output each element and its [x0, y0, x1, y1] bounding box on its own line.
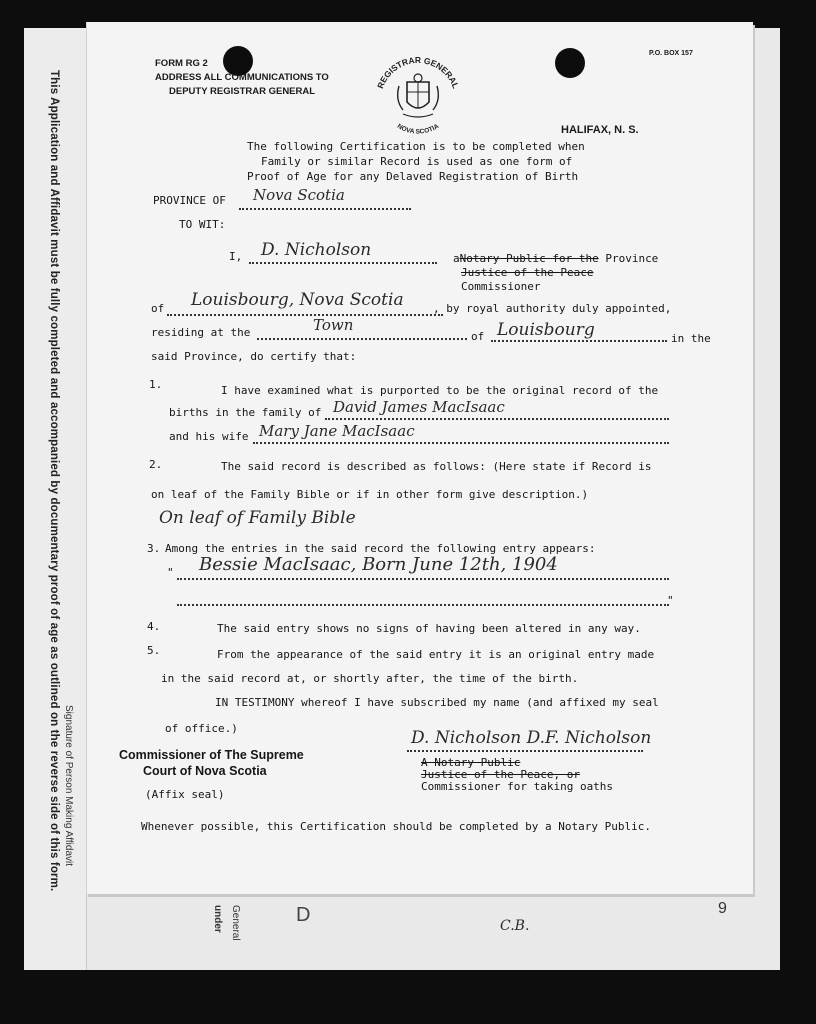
- item-2-text-2: on leaf of the Family Bible or if in other form give description.): [151, 488, 589, 501]
- residing-value: Town: [313, 316, 354, 334]
- back-sheet-cb-text: C.B.: [500, 918, 530, 934]
- signature-title-3: Commissioner for taking oaths: [421, 780, 614, 793]
- svg-text:NOVA SCOTIA: NOVA SCOTIA: [395, 122, 441, 136]
- family-label: births in the family of: [169, 406, 322, 419]
- item-1-number: 1.: [149, 378, 163, 391]
- signature-title-2: Justice of the Peace, or: [421, 768, 580, 781]
- entry-field-line-2: [177, 604, 669, 606]
- svg-text:REGISTRAR GENERAL: REGISTRAR GENERAL: [375, 56, 461, 90]
- address-line-2: DEPUTY REGISTRAR GENERAL: [169, 86, 316, 97]
- signature-title-1: A Notary Public: [421, 756, 521, 769]
- address-line-1: ADDRESS ALL COMMUNICATIONS TO: [155, 72, 329, 83]
- of2-field-line: [491, 340, 667, 342]
- intro-line-2: Family or similar Record is used as one form of: [261, 155, 573, 168]
- item-5-text: From the appearance of the said entry it is an original entry made: [217, 648, 655, 661]
- province-field-line: [239, 208, 411, 210]
- testimony-line-2: of office.): [165, 722, 238, 735]
- item-5-text-2: in the said record at, or shortly after, the time of the birth.: [161, 672, 579, 685]
- province-value: Nova Scotia: [253, 186, 345, 204]
- margin-signature-label: Signature of Person Making Affidavit: [63, 705, 74, 867]
- province-label: PROVINCE OF: [153, 194, 226, 207]
- entry-close-quote: ": [667, 594, 674, 607]
- wife-label: and his wife: [169, 430, 249, 443]
- punch-hole: [555, 48, 585, 78]
- of-field-line: [167, 314, 443, 316]
- declarant-role-line-1: aNotary Public for the Province: [453, 252, 659, 265]
- wife-field-line: [253, 442, 669, 444]
- declarant-role-line-2: Justice of the Peace: [461, 266, 594, 279]
- family-value: David James MacIsaac: [333, 398, 505, 416]
- intro-line-1: The following Certification is to be completed when: [247, 140, 585, 153]
- item-5-number: 5.: [147, 644, 161, 657]
- po-box: P.O. BOX 157: [649, 50, 693, 57]
- item-3-text: Among the entries in the said record the following entry appears:: [165, 542, 596, 555]
- of2-value: Louisbourg: [497, 320, 595, 340]
- back-sheet-general-text: General: [230, 905, 241, 941]
- item-2-number: 2.: [149, 458, 163, 471]
- signature-line: [407, 750, 643, 752]
- declarant-prefix: I,: [229, 250, 243, 263]
- declarant-name-line: [249, 262, 437, 264]
- entry-value: Bessie MacIsaac, Born June 12th, 1904: [199, 554, 558, 575]
- to-wit: TO WIT:: [179, 218, 226, 231]
- page-number: 9: [718, 900, 727, 917]
- back-sheet-d-text: D: [296, 904, 311, 926]
- declarant-name: D. Nicholson: [261, 240, 372, 260]
- coat-of-arms-icon: [373, 56, 463, 136]
- item-2-text: The said record is described as follows: (Here state if Record is: [221, 460, 652, 473]
- of-value: Louisbourg, Nova Scotia: [191, 290, 404, 310]
- back-sheet-under-text: under: [212, 905, 223, 933]
- certify-text: said Province, do certify that:: [151, 350, 357, 363]
- city: HALIFAX, N. S.: [561, 124, 639, 136]
- margin-instructions: This Application and Affidavit must be fully completed and accompanied by documentary proof of age as outlined on the reverse side of this form.: [48, 70, 60, 892]
- item-3-number: 3.: [147, 542, 161, 555]
- commissioner-stamp-line-2: Court of Nova Scotia: [143, 764, 267, 778]
- family-field-line: [325, 418, 669, 420]
- record-description-value: On leaf of Family Bible: [159, 508, 356, 528]
- residing-field-line: [257, 338, 467, 340]
- signature-value: D. Nicholson D.F. Nicholson: [411, 728, 652, 748]
- form-number: FORM RG 2: [155, 58, 208, 69]
- of-label: of: [151, 302, 165, 315]
- declarant-role-line-3: Commissioner: [461, 280, 541, 293]
- entry-field-line-1: [177, 578, 669, 580]
- item-4-text: The said entry shows no signs of having been altered in any way.: [217, 622, 641, 635]
- affix-seal-text: (Affix seal): [145, 788, 225, 801]
- item-1-text: I have examined what is purported to be the original record of the: [221, 384, 659, 397]
- footer-note: Whenever possible, this Certification should be completed by a Notary Public.: [141, 820, 651, 833]
- in-the-text: in the: [671, 332, 711, 345]
- certification-page: [86, 22, 753, 894]
- registrar-seal: [373, 56, 463, 136]
- of-label-2: of: [471, 330, 485, 343]
- entry-open-quote: ": [167, 566, 174, 579]
- item-4-number: 4.: [147, 620, 161, 633]
- royal-authority-text: , by royal authority duly appointed,: [433, 302, 672, 315]
- commissioner-stamp-line-1: Commissioner of The Supreme: [119, 748, 304, 762]
- intro-line-3: Proof of Age for any Delaved Registration of Birth: [247, 170, 579, 183]
- wife-value: Mary Jane MacIsaac: [259, 422, 415, 440]
- testimony-line-1: IN TESTIMONY whereof I have subscribed my name (and affixed my seal: [215, 696, 659, 709]
- residing-label: residing at the: [151, 326, 251, 339]
